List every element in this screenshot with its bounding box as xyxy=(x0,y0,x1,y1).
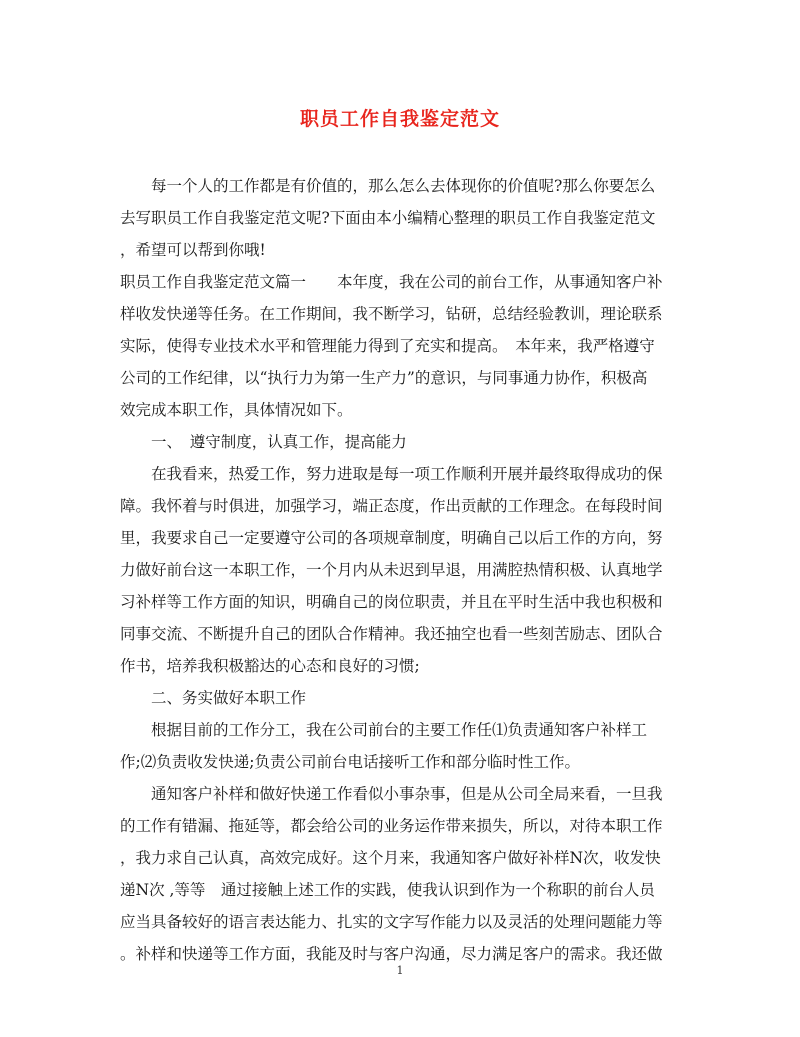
paragraph-line: 作;⑵负责收发快递;负责公司前台电话接听工作和部分临时性工作。 xyxy=(120,753,580,771)
paragraph-line: 力做好前台这一本职工作，一个月内从未迟到早退，用满腔热情积极、认真地学 xyxy=(120,561,663,579)
paragraph-line: 。补样和快递等工作方面，我能及时与客户沟通，尽力满足客户的需求。我还做 xyxy=(120,945,663,963)
section-heading: 二、务实做好本职工作 xyxy=(151,689,307,707)
paragraph-line: 同事交流、不断提升自己的团队合作精神。我还抽空也看一些刻苦励志、团队合 xyxy=(120,625,663,643)
paragraph-line: ，希望可以帮到你哦! xyxy=(120,241,266,259)
paragraph-line: 里，我要求自己一定要遵守公司的各项规章制度，明确自己以后工作的方向，努 xyxy=(120,529,663,547)
paragraph-line: 应当具备较好的语言表达能力、扎实的文字写作能力以及灵活的处理问题能力等 xyxy=(120,913,663,931)
page-number: 1 xyxy=(396,964,404,977)
paragraph-line: 的工作有错漏、拖延等，都会给公司的业务运作带来损失，所以，对待本职工作 xyxy=(120,817,663,835)
section-heading: 一、 遵守制度，认真工作，提高能力 xyxy=(151,433,407,451)
paragraph-line: 根据目前的工作分工，我在公司前台的主要工作任⑴负责通知客户补样工 xyxy=(151,721,648,739)
paragraph-line: 习补样等工作方面的知识，明确自己的岗位职责，并且在平时生活中我也积极和 xyxy=(120,593,663,611)
paragraph-line: 递N次 ,等等 通过接触上述工作的实践，使我认识到作为一个称职的前台人员 xyxy=(120,881,655,899)
paragraph-line: 效完成本职工作，具体情况如下。 xyxy=(120,401,353,419)
paragraph-line: 去写职员工作自我鉴定范文呢?下面由本小编精心整理的职员工作自我鉴定范文 xyxy=(120,209,656,227)
paragraph-line: 职员工作自我鉴定范文篇一 本年度，我在公司的前台工作，从事通知客户补 xyxy=(120,273,663,291)
paragraph-line: 通知客户补样和做好快递工作看似小事杂事，但是从公司全局来看，一旦我 xyxy=(151,785,663,803)
paragraph-line: 障。我怀着与时俱进，加强学习，端正态度，作出贡献的工作理念。在每段时间 xyxy=(120,497,663,515)
paragraph-line: 实际，使得专业技术水平和管理能力得到了充实和提高。 本年来，我严格遵守 xyxy=(120,337,655,355)
paragraph-line: 公司的工作纪律，以“执行力为第一生产力”的意识，与同事通力协作，积极高 xyxy=(120,369,648,387)
paragraph-line: 样收发快递等任务。在工作期间，我不断学习，钻研，总结经验教训，理论联系 xyxy=(120,305,663,323)
document-title: 职员工作自我鉴定范文 xyxy=(299,108,500,130)
document-body xyxy=(120,170,680,970)
paragraph-line: 在我看来，热爱工作，努力进取是每一项工作顺利开展并最终取得成功的保 xyxy=(151,465,663,483)
paragraph-line: ，我力求自己认真，高效完成好。这个月来，我通知客户做好补样N次，收发快 xyxy=(120,849,661,867)
paragraph-line: 作书，培养我积极豁达的心态和良好的习惯; xyxy=(120,657,420,675)
paragraph-line: 每一个人的工作都是有价值的，那么怎么去体现你的价值呢?那么你要怎么 xyxy=(151,177,656,195)
